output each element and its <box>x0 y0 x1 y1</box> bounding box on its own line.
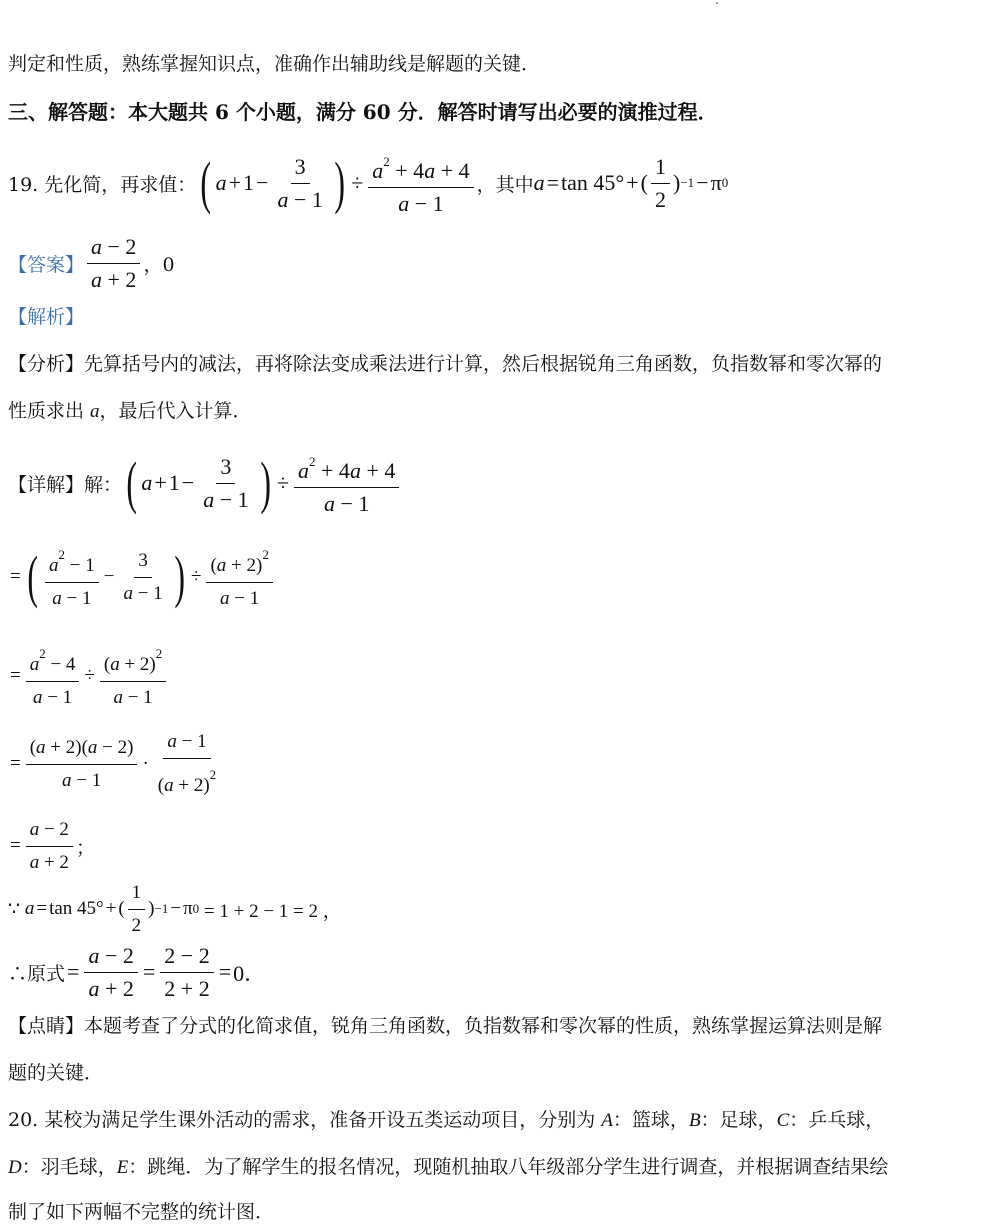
text-line: 判定和性质，熟练掌握知识点，准确作出辅助线是解题的关键． <box>8 53 541 75</box>
answer-value: ，0 <box>143 253 175 276</box>
question-where: ，其中 <box>476 173 534 196</box>
a-definition: a = tan 45° + ( $\frac{1}{2}$ ) −1 − π 0 <box>533 153 729 212</box>
scan-speck <box>716 2 718 4</box>
analysis-tag: 【解析】 <box>8 306 85 328</box>
question-prefix: 19. 先化简，再求值： <box>8 173 197 196</box>
section-heading: 三、解答题：本大题共 6 个小题，满分 60 分．解答时请写出必要的演推过程． <box>8 100 718 124</box>
solution-start <box>8 450 402 516</box>
question-19 <box>8 150 728 216</box>
solution-prefix: 【详解】解： <box>8 473 123 496</box>
step-1: = ( $\frac{a^2 - 1}{a - 1}$ − $\frac{3}{a - 1}$ ) ÷ $\frac{(a + 2)^2}{a - 1}$ <box>8 543 276 611</box>
because-line: ∵ a = tan 45° + ( $\frac{1}{2}$ ) −1 − π 0 = 1 + 2 − 1 = 2 ， <box>8 881 342 936</box>
q20-line-1: 20. 某校为满足学生课外活动的需求，准备开设五类运动项目，分别为 A：篮球，B：足球，C：乒乓球， <box>8 1109 885 1131</box>
answer-fraction: $\frac{a - 2}{a + 2}$ <box>87 234 140 293</box>
expression: ( a + 1 − $\frac{3}{a - 1}$ ) ÷ $\frac{a^2 + 4a + 4}{a - 1}$ <box>196 149 476 217</box>
dianjing-line-2: 题的关键． <box>8 1062 104 1084</box>
therefore-prefix: ∴原式 <box>8 962 66 985</box>
step-2: = $\frac{a^2 - 4}{a - 1}$ ÷ $\frac{(a + 2)^2}{a - 1}$ <box>8 645 169 707</box>
expression: ( a + 1 − $\frac{3}{a - 1}$ ) ÷ $\frac{a^2 + 4a + 4}{a - 1}$ <box>122 449 402 517</box>
answer-line <box>8 232 175 294</box>
dianjing-line-1: 【点睛】本题考查了分式的化简求值，锐角三角函数，负指数幂和零次幂的性质，熟练掌握运算法则是解 <box>8 1015 883 1037</box>
step-4: = $\frac{a - 2}{a + 2}$ ； <box>10 818 95 873</box>
therefore-line: ∴原式 = $\frac{a - 2}{a + 2}$ = $\frac{2 - 2}{2 + 2}$ = 0． <box>8 942 267 1001</box>
fenxi-line-1: 【分析】先算括号内的减法，再将除法变成乘法进行计算，然后根据锐角三角函数，负指数幂和零次幂的 <box>8 353 883 375</box>
step-3: = $\frac{(a + 2)(a - 2)}{a - 1}$ · $\frac{a - 1}{(a + 2)^2}$ <box>10 731 217 796</box>
fenxi-line-2: 性质求出 a，最后代入计算． <box>8 400 252 422</box>
q20-line-2: D：羽毛球，E：跳绳．为了解学生的报名情况，现随机抽取八年级部分学生进行调查，并根据调查结果绘 <box>8 1156 889 1178</box>
answer-tag: 【答案】 <box>8 253 85 276</box>
q20-line-3: 制了如下两幅不完整的统计图． <box>8 1201 275 1223</box>
